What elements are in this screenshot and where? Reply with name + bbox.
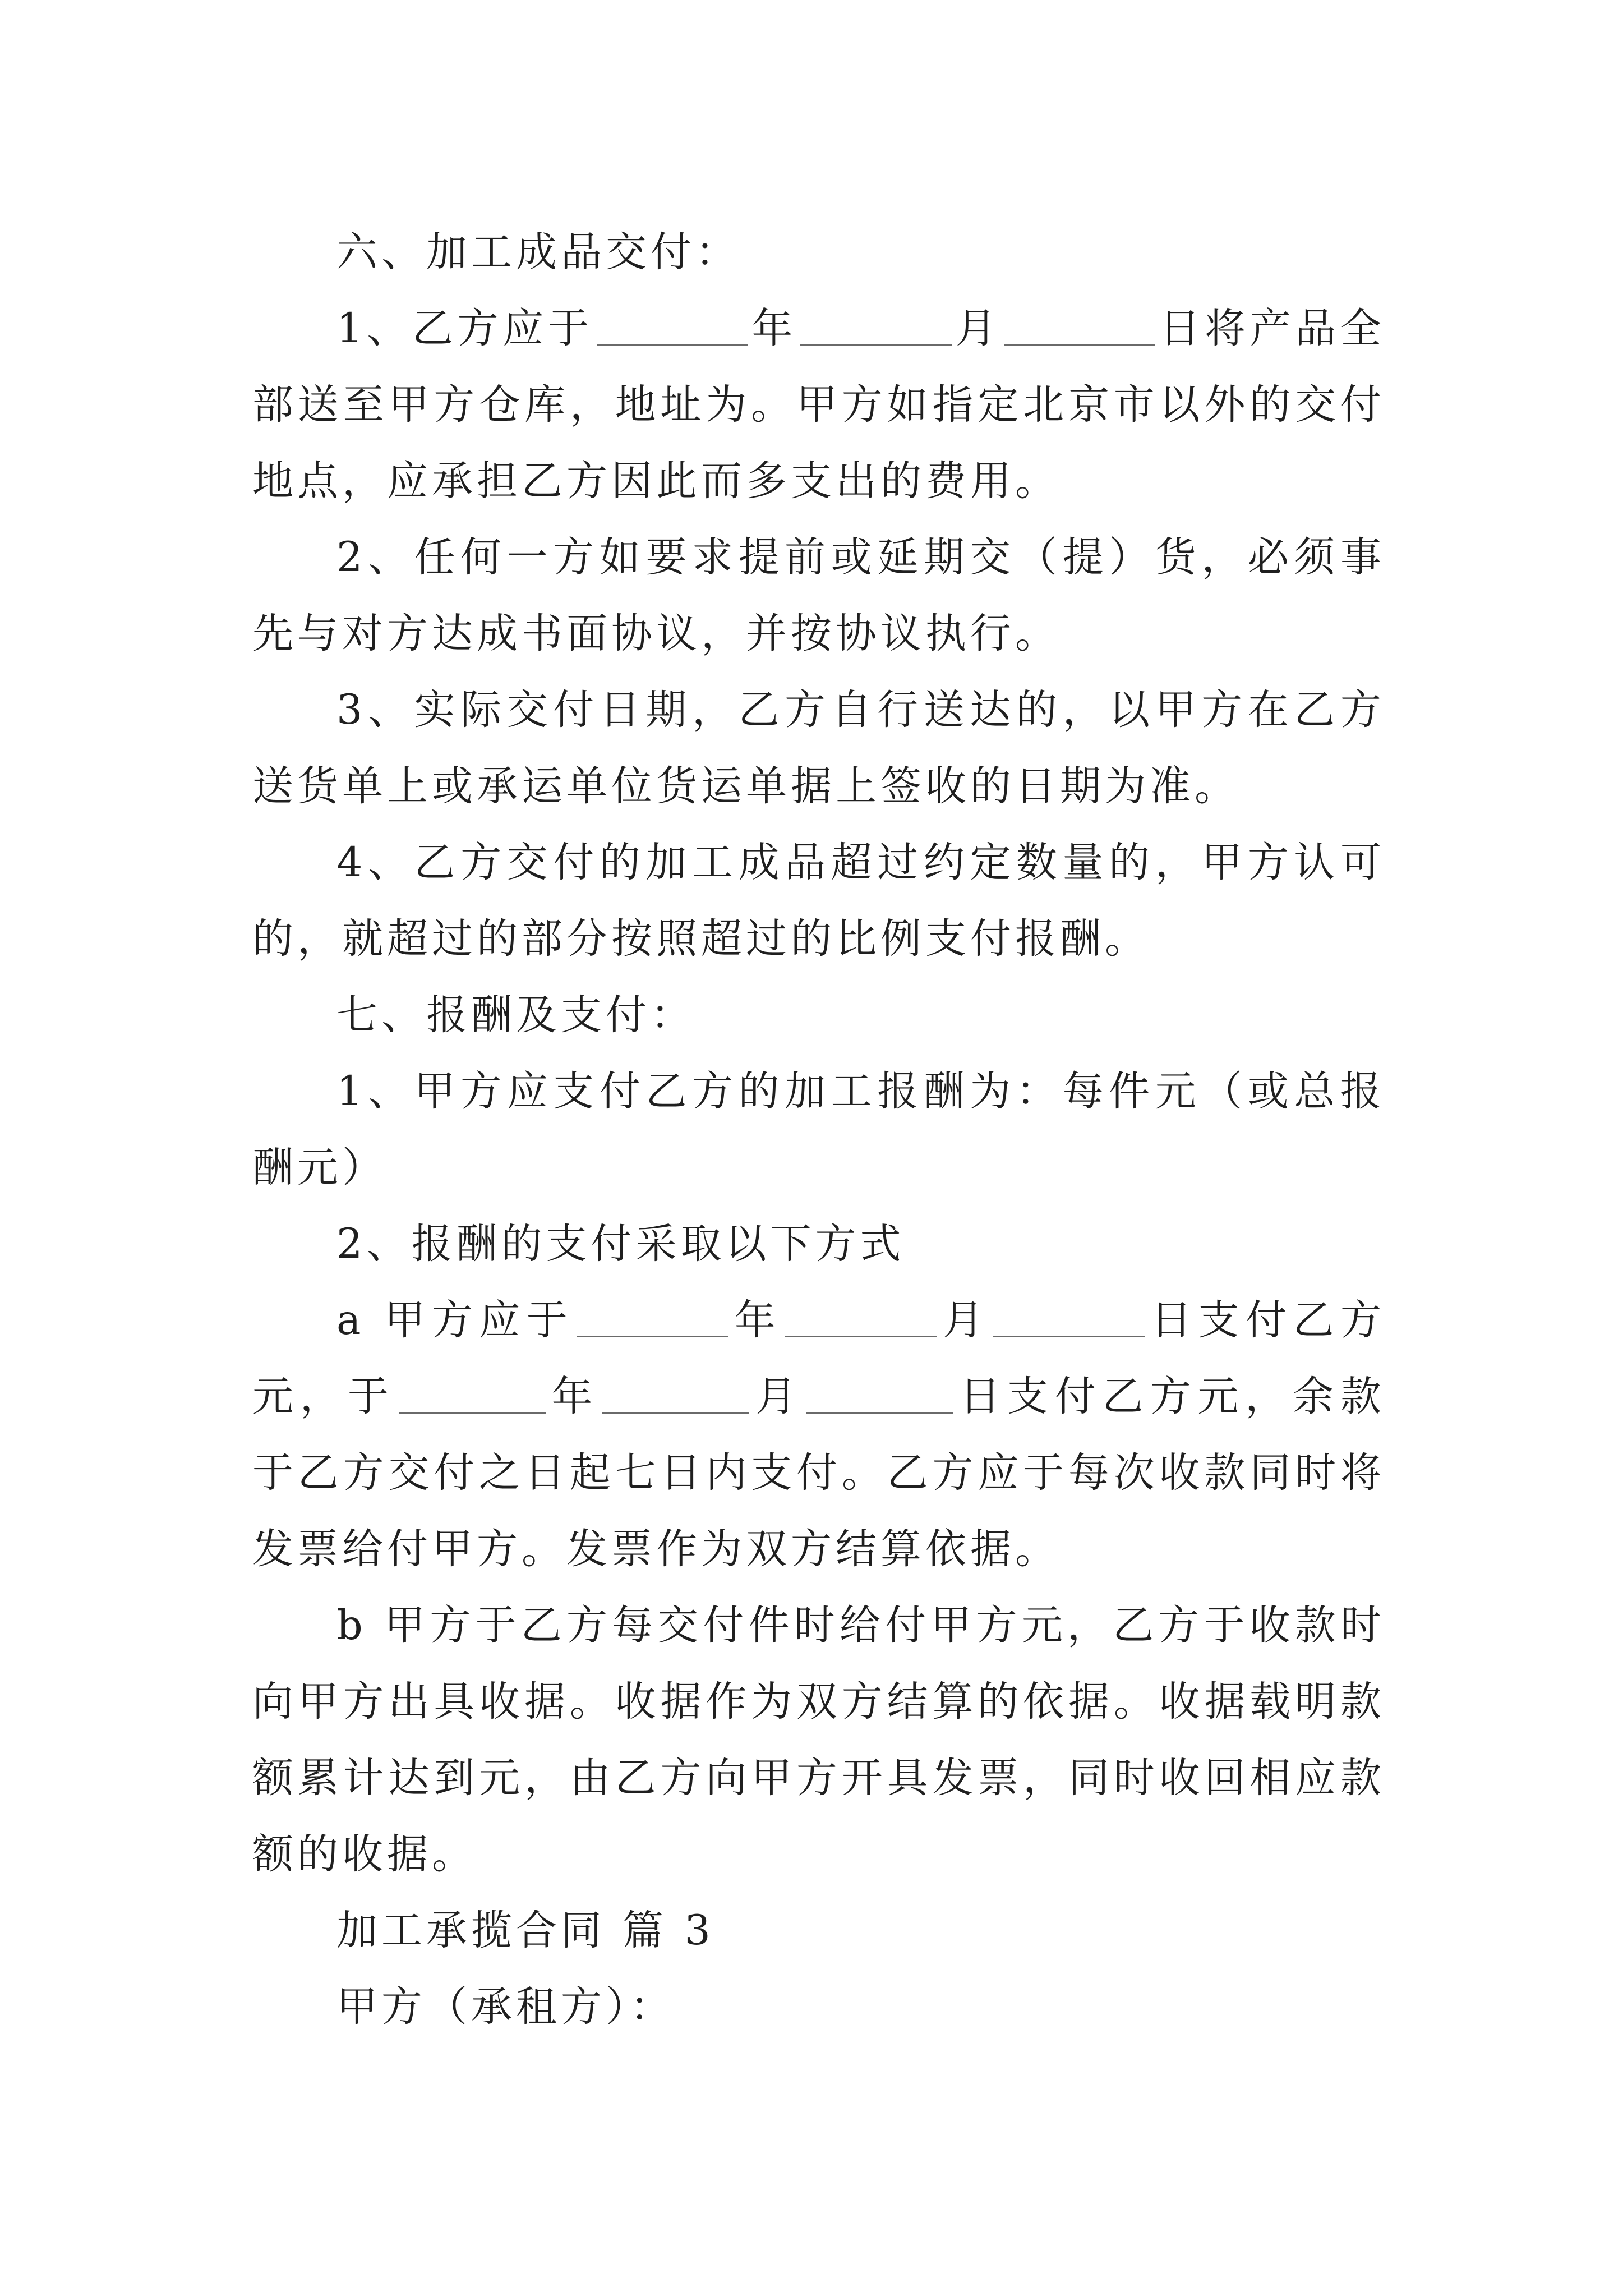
blank-field (577, 1296, 728, 1337)
clause-payment-1: 1、甲方应支付乙方的加工报酬为：每件元（或总报酬元） (252, 1068, 1385, 1191)
clause-delivery-1 (252, 291, 1385, 519)
blank-field (597, 305, 748, 346)
clause-delivery-2: 2、任何一方如要求提前或延期交（提）货，必须事先与对方达成书面协议，并按协议执行。 (252, 533, 1385, 657)
clause-text: 日将产品全部送至甲方仓库，地址为。甲方如指定北京市以外的交付地点，应承担乙方因此而多支出的费用。 (252, 305, 1385, 505)
clause-payment-b: b 甲方于乙方每交付件时给付甲方元，乙方于收款时向甲方出具收据。收据作为双方结算的依据。收据载明款额累计达到元，由乙方向甲方开具发票，同时收回相应款额的收据。 (252, 1602, 1385, 1878)
clause-payment-a (252, 1282, 1385, 1588)
clause-text: 月 (955, 305, 1001, 352)
blank-field (785, 1296, 937, 1337)
blank-field (800, 305, 952, 346)
clause-payment-2: 2、报酬的支付采取以下方式 (336, 1220, 905, 1268)
blank-field (1004, 305, 1155, 346)
blank-field (602, 1373, 749, 1414)
party-a-label: 甲方（承租方）： (336, 1983, 675, 2031)
clause-text: 1、乙方应于 (336, 305, 593, 352)
clause-text: a 甲方应于 (336, 1296, 574, 1344)
clause-delivery-3: 3、实际交付日期，乙方自行送达的，以甲方在乙方送货单上或承运单位货运单据上签收的日期为准。 (252, 686, 1385, 810)
contract-title: 加工承揽合同 篇 3 (336, 1907, 714, 1954)
document-body (252, 214, 1385, 2045)
clause-text: 年 (548, 1373, 600, 1420)
clause-text: 月 (940, 1296, 990, 1344)
clause-text: 日支付乙方元，于 (252, 1296, 1386, 1420)
blank-field (993, 1296, 1145, 1337)
clause-text: 年 (751, 305, 797, 352)
clause-delivery-4: 4、乙方交付的加工成品超过约定数量的，甲方认可的，就超过的部分按照超过的比例支付报酬。 (252, 839, 1385, 963)
blank-field (806, 1373, 953, 1414)
blank-field (399, 1373, 546, 1414)
clause-text: 日支付乙方元，余款于乙方交付之日起七日内支付。乙方应于每次收款同时将发票给付甲方。发票作为双方结算依据。 (252, 1373, 1385, 1573)
section-heading-delivery: 六、加工成品交付： (336, 228, 740, 276)
clause-text: 月 (753, 1373, 804, 1420)
clause-text: 年 (732, 1296, 782, 1344)
section-heading-payment: 七、报酬及支付： (336, 991, 695, 1039)
